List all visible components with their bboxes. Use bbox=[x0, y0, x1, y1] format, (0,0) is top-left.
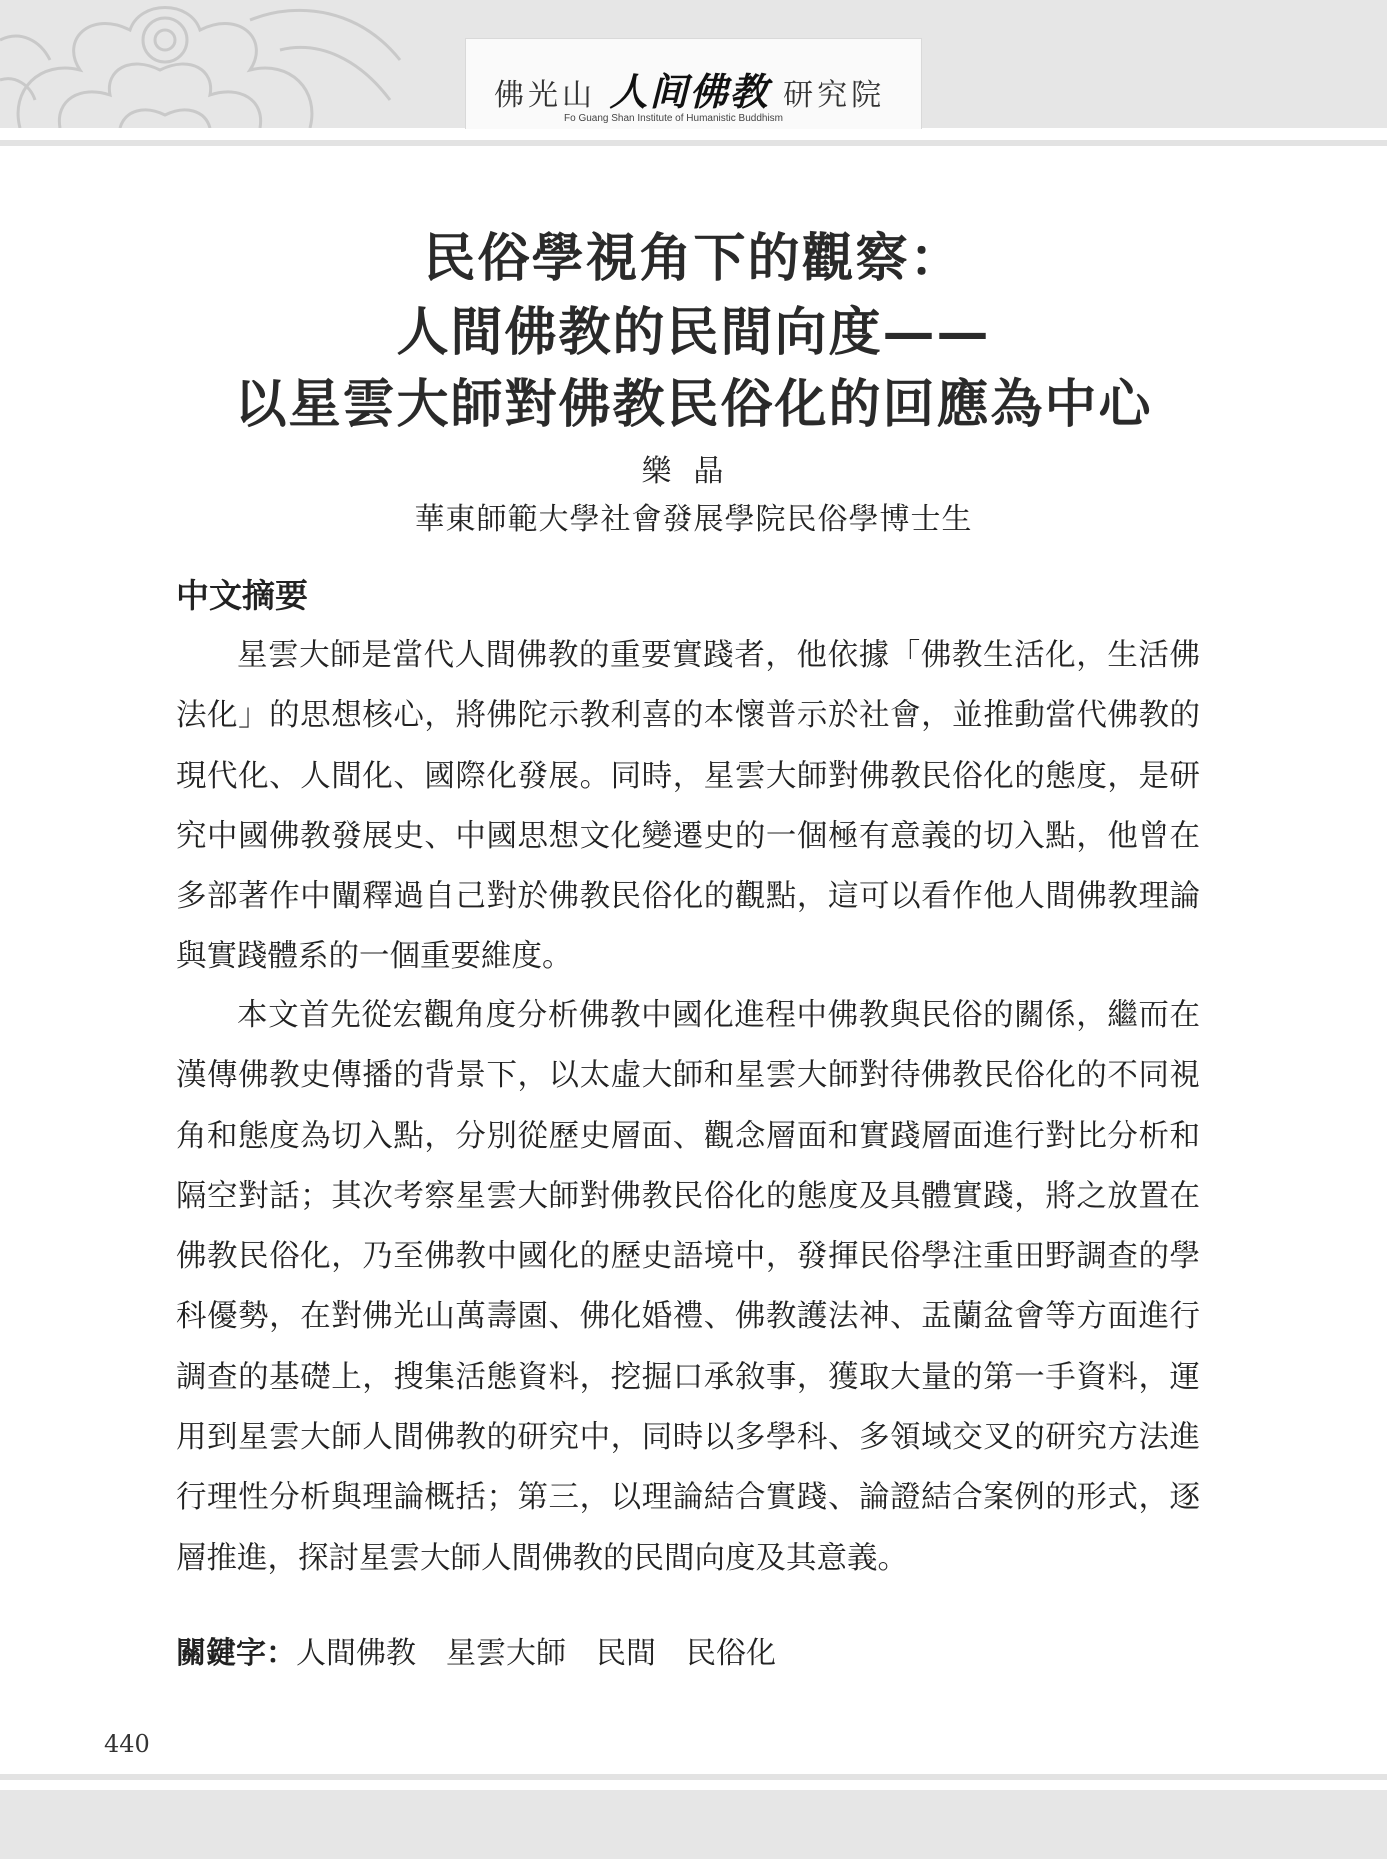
title-line-3: 以星雲大師對佛教民俗化的回應為中心 bbox=[234, 374, 1153, 435]
title-line-1: 民俗學視角下的觀察： bbox=[423, 228, 964, 289]
keyword: 民間 bbox=[596, 1636, 656, 1671]
keyword: 星雲大師 bbox=[446, 1636, 566, 1671]
footer-rule bbox=[0, 1774, 1387, 1780]
logo-subtitle: Fo Guang Shan Institute of Humanistic Buddhism bbox=[564, 113, 784, 124]
keywords-label: 關鍵字： bbox=[176, 1636, 296, 1671]
logo-text bbox=[494, 61, 885, 116]
author-name: 樂晶 bbox=[641, 454, 746, 489]
abstract-paragraph-1: 星雲大師是當代人間佛教的重要實踐者，他依據「佛教生活化，生活佛法化」的思想核心，將佛陀示教利喜的本懷普示於社會，並推動當代佛教的現代化、人間化、國際化發展。同時，星雲大師對佛教民俗化的態度，是研究中國佛教發展史、中國思想文化變遷史的一個極有意義的切入點，他曾在多部著作中闡釋過自己對於佛教民俗化的觀點，這可以看作他人間佛教理論與實踐體系的一個重要維度。 bbox=[176, 638, 1200, 975]
logo-prefix: 佛光山 bbox=[494, 78, 596, 113]
author-affiliation: 華東師範大學社會發展學院民俗學博士生 bbox=[414, 502, 973, 537]
lotus-ornament-icon bbox=[0, 0, 420, 128]
abstract-paragraph-2: 本文首先從宏觀角度分析佛教中國化進程中佛教與民俗的關係，繼而在漢傳佛教史傳播的背景下，以太虛大師和星雲大師對待佛教民俗化的不同視角和態度為切入點，分別從歷史層面、觀念層面和實踐層面進行對比分析和隔空對話；其次考察星雲大師對佛教民俗化的態度及具體實踐，將之放置在佛教民俗化，乃至佛教中國化的歷史語境中，發揮民俗學注重田野調查的學科優勢，在對佛光山萬壽園、佛化婚禮、佛教護法神、盂蘭盆會等方面進行調查的基礎上，搜集活態資料，挖掘口承敘事，獲取大量的第一手資料，運用到星雲大師人間佛教的研究中，同時以多學科、多領域交叉的研究方法進行理性分析與理論概括；第三，以理論結合實踐、論證結合案例的形式，逐層推進，探討星雲大師人間佛教的民間向度及其意義。 bbox=[176, 998, 1200, 1576]
logo-brand: 人间佛教 bbox=[609, 69, 770, 114]
footer-band bbox=[0, 1790, 1387, 1859]
page-number: 440 bbox=[104, 1730, 150, 1758]
abstract-heading: 中文摘要 bbox=[176, 576, 308, 615]
institute-logo bbox=[465, 38, 922, 129]
keyword: 民俗化 bbox=[686, 1636, 776, 1671]
logo-suffix: 研究院 bbox=[783, 78, 886, 113]
header-rule bbox=[0, 140, 1387, 146]
title-line-2: 人間佛教的民間向度—— bbox=[396, 302, 991, 363]
keyword: 人間佛教 bbox=[296, 1636, 416, 1671]
keywords-line bbox=[176, 1628, 806, 1672]
